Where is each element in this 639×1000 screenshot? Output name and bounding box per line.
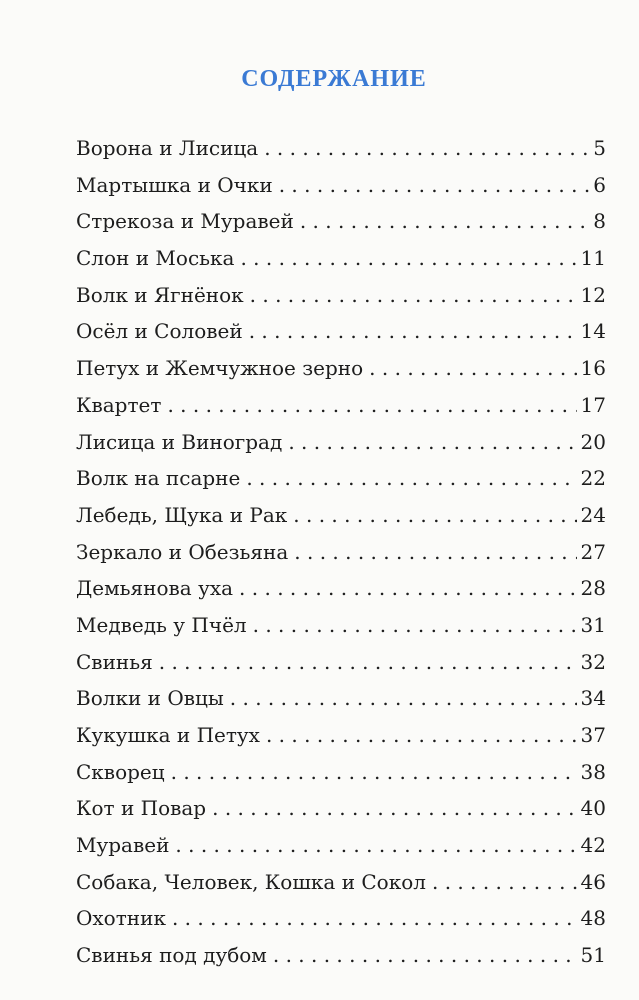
toc-entry [76,173,606,210]
toc-entry [76,136,606,173]
toc-entry-page-number: 48 [580,906,606,931]
toc-entry [76,760,606,797]
toc-entry-page-number: 28 [580,576,606,601]
toc-entry-page-number: 6 [593,172,606,197]
toc-entry-title: Волк и Ягнёнок [76,282,244,307]
toc-entry-page-number: 31 [580,612,606,637]
dot-leader [294,540,576,564]
dot-leader [167,393,576,417]
toc-entry-title: Осёл и Соловей [76,319,243,344]
dot-leader [159,650,577,674]
toc-entry-title: Лебедь, Щука и Рак [76,502,288,527]
toc-entry-title: Волки и Овцы [76,686,224,711]
toc-entry-title: Охотник [76,906,166,931]
toc-entry-title: Свинья под дубом [76,943,267,968]
toc-entry-title: Слон и Моська [76,246,235,271]
toc-entry-title: Кукушка и Петух [76,723,260,747]
toc-entry [76,576,606,613]
toc-entry [76,906,606,943]
toc-entry-page-number: 38 [580,759,606,784]
toc-entry [76,943,606,980]
toc-entry [76,283,606,320]
dot-leader [300,209,589,233]
dot-leader [175,833,576,857]
toc-entry-title: Свинья [76,649,153,674]
dot-leader [239,576,577,600]
toc-entry [76,503,606,540]
toc-entry-title: Скворец [76,759,165,784]
dot-leader [240,246,576,270]
dot-leader [369,356,576,380]
toc-entry-title: Собака, Человек, Кошка и Сокол [76,869,426,894]
toc-entry [76,466,606,503]
dot-leader [250,283,577,307]
dot-leader [279,173,590,197]
toc-entry-page-number: 46 [580,869,606,894]
toc-entry-title: Муравей [76,833,170,858]
toc-entry-page-number: 17 [580,392,606,417]
toc-entry [76,540,606,577]
toc-entry-title: Кот и Повар [76,796,207,821]
toc-entry-title: Петух и Жемчужное зерно [76,356,364,381]
toc-entry [76,796,606,833]
toc-entry [76,833,606,870]
dot-leader [273,943,577,967]
toc-entry-title: Зеркало и Обезьяна [76,539,289,564]
toc-entry-page-number: 14 [580,319,606,344]
toc-entry [76,209,606,246]
dot-leader [171,760,577,784]
dot-leader [264,136,589,160]
toc-entry-page-number: 37 [580,723,606,747]
page-title: СОДЕРЖАНИЕ [241,66,427,92]
toc-entry-page-number: 11 [580,246,606,271]
toc-entry [76,319,606,356]
toc-entry-title: Мартышка и Очки [76,172,273,197]
toc-entry-page-number: 8 [593,209,606,234]
dot-leader [249,319,577,343]
toc-entry-title: Квартет [76,392,162,417]
toc-entry-page-number: 27 [580,539,606,564]
toc-entry-page-number: 5 [593,136,606,160]
toc-entry-title: Демьянова уха [76,576,234,601]
toc-entry-page-number: 40 [580,796,606,821]
toc-entry-title: Ворона и Лисица [76,136,259,160]
dot-leader [266,723,577,747]
toc-entry-page-number: 22 [580,466,606,491]
toc-entry-page-number: 24 [580,502,606,527]
toc-entry [76,650,606,687]
toc-entry-page-number: 32 [580,649,606,674]
toc-entry [76,613,606,650]
toc-entry [76,393,606,430]
dot-leader [230,686,577,710]
toc-entry-page-number: 51 [580,943,606,968]
dot-leader [172,906,577,930]
toc-entry [76,723,606,760]
toc-entry-page-number: 34 [580,686,606,711]
toc-entry-page-number: 12 [580,282,606,307]
toc-entry [76,430,606,467]
table-of-contents [76,136,606,980]
dot-leader [212,796,576,820]
toc-entry [76,246,606,283]
dot-leader [288,430,576,454]
toc-entry-title: Волк на псарне [76,466,241,491]
toc-entry-title: Стрекоза и Муравей [76,209,294,234]
toc-entry-title: Лисица и Виноград [76,429,283,454]
toc-entry-page-number: 20 [580,429,606,454]
toc-entry-page-number: 16 [580,356,606,381]
toc-entry-page-number: 42 [580,833,606,858]
toc-entry [76,870,606,907]
toc-entry [76,686,606,723]
toc-entry [76,356,606,393]
dot-leader [246,466,576,490]
dot-leader [432,870,577,894]
dot-leader [253,613,577,637]
toc-entry-title: Медведь у Пчёл [76,612,247,637]
dot-leader [293,503,576,527]
